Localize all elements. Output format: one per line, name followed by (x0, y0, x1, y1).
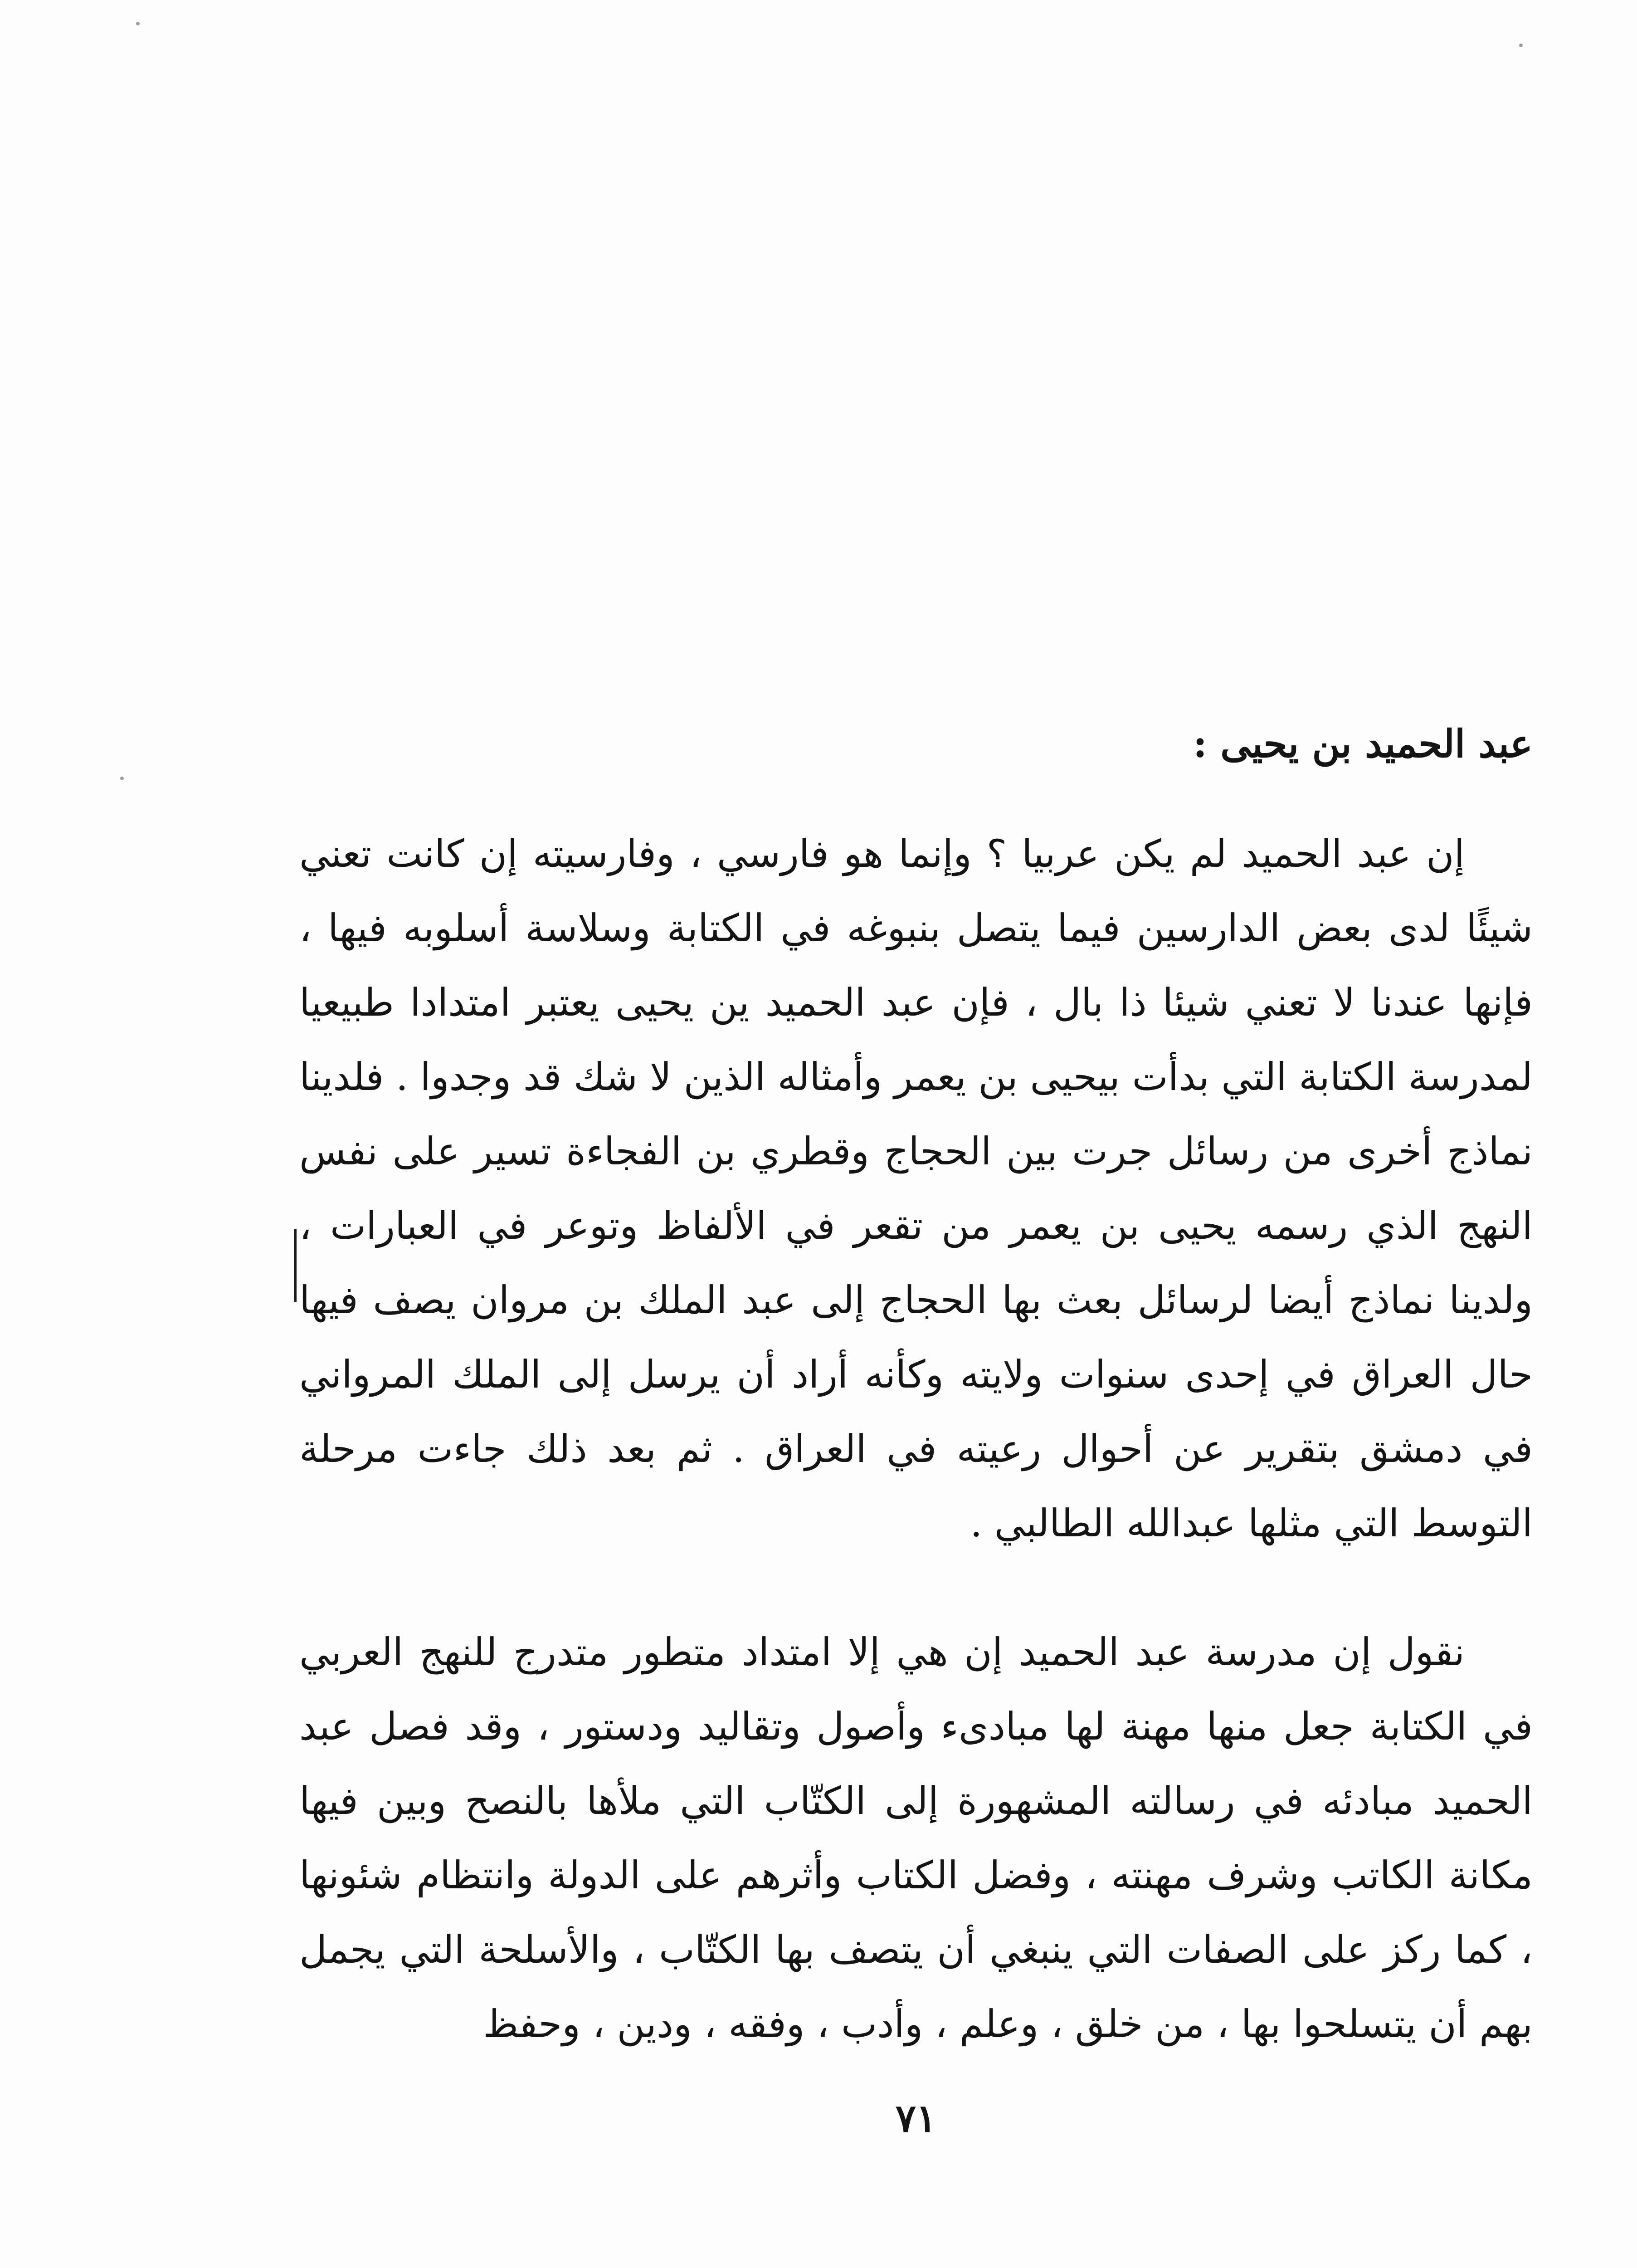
paragraph-1-text: إن عبد الحميد لم يكن عربيا ؟ وإنما هو فارسي ، وفارسيته إن كانت تعني شيئًا لدى بعض الدارسين فيما يتصل بنبوغه في الكتابة وسلاسة أسلوبه فيها ، فإنها عندنا لا تعني شيئا ذا بال ، فإن عبد الحميد ين يحيى يعتبر امتدادا طبيعيا لمدرسة الكتابة التي بدأت بيحيى بن يعمر وأمثاله الذين لا شك قد وجدوا . فلدينا نماذج أخرى من رسائل جرت بين الحجاج وقطري بن الفجاءة تسير على نفس النهج الذي رسمه يحيى بن يعمر من تقعر في الألفاظ وتوعر في العبارات ، ولدينا نماذج أيضا لرسائل بعث بها الحجاج إلى عبد الملك بن مروان يصف فيها حال العراق في إحدى سنوات ولايته وكأنه أراد أن يرسل إلى الملك المرواني في دمشق بتقرير عن أحوال رعيته في العراق . ثم بعد ذلك جاءت مرحلة التوسط التي مثلها عبدالله الطالبي . (299, 831, 1533, 1545)
scan-speck (1519, 44, 1523, 47)
section-heading: عبد الحميد بن يحيى : (1193, 721, 1533, 766)
margin-pen-mark (294, 1229, 297, 1302)
paragraph-2-text: نقول إن مدرسة عبد الحميد إن هي إلا امتداد متطور متدرج للنهج العربي في الكتابة جعل منها مهنة لها مبادىء وأصول وتقاليد ودستور ، وقد فصل عبد الحميد مبادئه في رسالته المشهورة إلى الكتّاب التي ملأها بالنصح وبين فيها مكانة الكاتب وشرف مهنته ، وفضل الكتاب وأثرهم على الدولة وانتظام شئونها ، كما ركز على الصفات التي ينبغي أن يتصف بها الكتّاب ، والأسلحة التي يجمل بهم أن يتسلحوا بها ، من خلق ، وعلم ، وأدب ، وفقه ، ودين ، وحفظ (299, 1630, 1533, 2046)
scan-speck (120, 777, 124, 780)
page-number: ٧١ (895, 2096, 937, 2141)
scan-speck (136, 22, 140, 25)
paragraph-1 (299, 816, 1533, 1560)
paragraph-2 (299, 1615, 1533, 2061)
